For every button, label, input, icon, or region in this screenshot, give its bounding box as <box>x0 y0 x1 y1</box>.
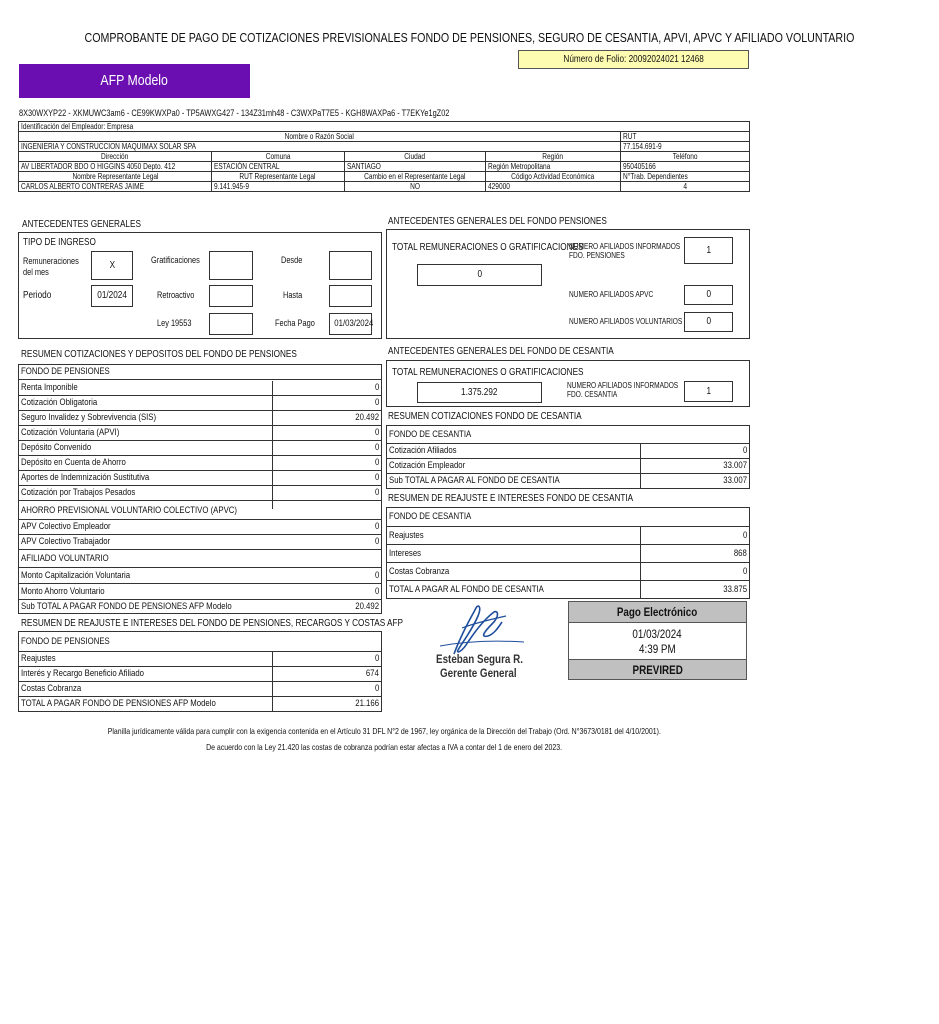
afiliados-cesantia-label: NUMERO AFILIADOS INFORMADOS FDO. CESANTIA <box>567 381 679 399</box>
employer-header-direccion: Dirección <box>19 152 212 162</box>
pago-date: 01/03/2024 <box>632 627 683 641</box>
row-label: Renta Imponible <box>21 382 78 393</box>
resumen-pensiones-title: RESUMEN COTIZACIONES Y DEPOSITOS DEL FONDO DE PENSIONES <box>21 349 297 360</box>
retroactivo-label: Retroactivo <box>157 290 195 300</box>
table-row <box>19 411 381 426</box>
row-value: 0 <box>374 586 379 597</box>
employer-actividad: 429000 <box>485 182 621 192</box>
table-row <box>387 459 749 474</box>
table-row <box>19 426 381 441</box>
row-value: 0 <box>374 570 379 581</box>
pago-electronico-box <box>568 601 747 680</box>
footer-line-1: Planilla jurídicamente válida para cumplir con la exigencia contenida en el Artículo 31 DFL N°2 de 1967, ley orgánica de la Dirección del Trabajo (Ord. N°3673/0181 del 4/10/2001). <box>107 726 661 736</box>
remuneraciones-label: Remuneraciones del mes <box>23 256 79 277</box>
table-row <box>387 444 749 459</box>
reajuste-cesantia-title: RESUMEN DE REAJUSTE E INTERESES FONDO DE CESANTIA <box>388 493 634 504</box>
row-label: Cotización Obligatoria <box>21 397 98 408</box>
pago-time: 4:39 PM <box>639 642 676 656</box>
row-value: 33.007 <box>723 475 747 486</box>
row-value: 0 <box>742 566 747 577</box>
table-row <box>19 682 381 697</box>
row-value: 0 <box>374 683 379 694</box>
apvc-subtitle: AHORRO PREVISIONAL VOLUNTARIO COLECTIVO (APVC) <box>19 502 381 520</box>
antecedentes-pensiones-title: ANTECEDENTES GENERALES DEL FONDO PENSIONES <box>388 216 607 227</box>
employer-section-label: Identificación del Empleador: Empresa <box>19 122 750 132</box>
row-label: Depósito Convenido <box>21 442 92 453</box>
employer-comuna: ESTACIÓN CENTRAL <box>212 162 345 172</box>
row-value: 0 <box>742 530 747 541</box>
employer-header-representante: Nombre Representante Legal <box>19 172 212 182</box>
employer-cambio: NO <box>344 182 485 192</box>
afiliados-apvc-value: 0 <box>684 285 733 305</box>
remuneraciones-checkbox[interactable]: X <box>91 251 133 280</box>
employer-header-trabajadores: N°Trab. Dependientes <box>621 172 750 182</box>
total-remuneraciones-cesantia-label: TOTAL REMUNERACIONES O GRATIFICACIONES <box>392 367 584 378</box>
employer-header-ciudad: Ciudad <box>344 152 485 162</box>
ley-checkbox[interactable] <box>209 313 253 335</box>
row-value: 0 <box>374 397 379 408</box>
row-value: 674 <box>365 668 379 679</box>
row-value: 0 <box>374 457 379 468</box>
resumen-cesantia-title: RESUMEN COTIZACIONES FONDO DE CESANTIA <box>388 411 582 422</box>
row-label: Aportes de Indemnización Sustitutiva <box>21 472 150 483</box>
antecedentes-cesantia-title: ANTECEDENTES GENERALES DEL FONDO DE CESANTIA <box>388 346 614 357</box>
table-row <box>387 545 749 563</box>
employer-representante: CARLOS ALBERTO CONTRERAS JAIME <box>19 182 212 192</box>
row-label: Cotización Voluntaria (APVI) <box>21 427 120 438</box>
total-pensiones-row: TOTAL A PAGAR FONDO DE PENSIONES AFP Modelo 21.166 <box>21 698 379 709</box>
reajuste-pensiones-box <box>18 631 382 712</box>
fondo-cesantia-subtitle: FONDO DE CESANTIA <box>387 426 749 444</box>
row-label: Reajustes <box>389 530 424 541</box>
row-label: Reajustes <box>21 653 56 664</box>
row-label: Cotización Afiliados <box>389 445 457 456</box>
afiliados-cesantia-value: 1 <box>684 381 733 402</box>
afp-logo: AFP Modelo <box>19 64 250 98</box>
total-remuneraciones-pensiones-value: 0 <box>417 264 542 286</box>
afiliados-voluntarios-value: 0 <box>684 312 733 332</box>
table-row <box>19 584 381 600</box>
employer-region: Región Metropolitana <box>485 162 621 172</box>
total-remuneraciones-pensiones-label: TOTAL REMUNERACIONES O GRATIFICACIONES <box>392 242 584 253</box>
row-label: Depósito en Cuenta de Ahorro <box>21 457 126 468</box>
afiliados-pensiones-value: 1 <box>684 237 733 264</box>
afiliados-pensiones-label: NUMERO AFILIADOS INFORMADOS FDO. PENSIONES <box>569 242 681 260</box>
antecedentes-pensiones-box <box>386 229 750 339</box>
row-label: APV Colectivo Trabajador <box>21 536 111 547</box>
desde-label: Desde <box>281 255 303 265</box>
table-row <box>387 563 749 581</box>
row-value: 0 <box>374 382 379 393</box>
employer-ciudad: SANTIAGO <box>344 162 485 172</box>
periodo-label: Periodo <box>23 290 52 301</box>
afiliados-apvc-label: NUMERO AFILIADOS APVC <box>569 290 654 299</box>
row-label: Sub TOTAL A PAGAR AL FONDO DE CESANTIA <box>389 475 560 486</box>
row-value: 0 <box>374 427 379 438</box>
employer-header-cambio: Cambio en el Representante Legal <box>344 172 485 182</box>
row-label: APV Colectivo Empleador <box>21 521 111 532</box>
row-value: 20.492 <box>355 412 379 423</box>
employer-header-region: Región <box>485 152 621 162</box>
table-row <box>19 535 381 550</box>
row-value: 0 <box>374 442 379 453</box>
table-row <box>19 520 381 535</box>
desde-field[interactable] <box>329 251 372 280</box>
verification-codes: 8X30WXYP22 - XKMUWC3am6 - CE99KWXPa0 - TP5AWXG427 - 134Z31mh48 - C3WXPaT7E5 - KGH8WAXPa6 - T7EKYe1gZ02 <box>19 108 450 118</box>
table-row <box>19 568 381 584</box>
table-row <box>19 381 381 396</box>
table-row <box>19 441 381 456</box>
gratificaciones-checkbox[interactable] <box>209 251 253 280</box>
retroactivo-checkbox[interactable] <box>209 285 253 307</box>
fondo-pensiones-subtitle: FONDO DE PENSIONES <box>19 365 381 380</box>
row-value: 0 <box>742 445 747 456</box>
footer-line-2: De acuerdo con la Ley 21.420 las costas de cobranza podrían estar afectas a IVA a contar del 1 de enero del 2023. <box>206 742 562 752</box>
table-row <box>19 652 381 667</box>
pago-electronico-header: Pago Electrónico <box>569 602 746 623</box>
afiliados-voluntarios-label: NUMERO AFILIADOS VOLUNTARIOS <box>569 317 683 326</box>
reajuste-pensiones-title: RESUMEN DE REAJUSTE E INTERESES DEL FONDO DE PENSIONES, RECARGOS Y COSTAS AFP <box>21 618 403 629</box>
row-value: 33.007 <box>723 460 747 471</box>
gratificaciones-label: Gratificaciones <box>151 255 200 265</box>
table-row <box>19 396 381 411</box>
employer-rut-rep: 9.141.945-9 <box>212 182 345 192</box>
tipo-ingreso-label: TIPO DE INGRESO <box>23 237 96 248</box>
row-label: Monto Capitalización Voluntaria <box>21 570 131 581</box>
row-value: 0 <box>374 472 379 483</box>
employer-header-rut-rep: RUT Representante Legal <box>212 172 345 182</box>
row-label: Costas Cobranza <box>21 683 82 694</box>
reajuste-cesantia-subtitle: FONDO DE CESANTIA <box>387 508 749 527</box>
row-label: Monto Ahorro Voluntario <box>21 586 105 597</box>
resumen-pensiones-box <box>18 364 382 614</box>
employer-table <box>18 121 750 192</box>
row-label: Costas Cobranza <box>389 566 450 577</box>
voluntario-subtitle: AFILIADO VOLUNTARIO <box>19 551 381 568</box>
row-value: 0 <box>374 536 379 547</box>
row-value: 0 <box>374 487 379 498</box>
previred-label: PREVIRED <box>569 659 746 679</box>
table-row <box>19 456 381 471</box>
folio-number: Número de Folio: 20092024021 12468 <box>518 50 749 69</box>
antecedentes-generales-title: ANTECEDENTES GENERALES <box>22 219 141 230</box>
signature-name: Esteban Segura R. <box>436 652 523 666</box>
ley-label: Ley 19553 <box>157 318 192 328</box>
table-row <box>19 471 381 486</box>
row-value: 0 <box>374 521 379 532</box>
table-row <box>19 667 381 682</box>
employer-trabajadores: 4 <box>621 182 750 192</box>
document-title: COMPROBANTE DE PAGO DE COTIZACIONES PREVISIONALES FONDO DE PENSIONES, SEGURO DE CESANTIA, APVI, APVC Y AFILIADO VOLUNTARIO <box>84 30 855 45</box>
row-label: Cotización Empleador <box>389 460 466 471</box>
row-label: Interés y Recargo Beneficio Afiliado <box>21 668 144 679</box>
employer-rut: 77.154.691-9 <box>621 142 750 152</box>
employer-header-razon: Nombre o Razón Social <box>19 132 621 142</box>
antecedentes-generales-box <box>18 232 382 339</box>
table-row <box>387 474 749 489</box>
resumen-cesantia-box <box>386 425 750 489</box>
employer-header-actividad: Código Actividad Económica <box>485 172 621 182</box>
fecha-pago-field[interactable]: 01/03/2024 <box>329 313 372 335</box>
employer-header-telefono: Teléfono <box>621 152 750 162</box>
table-row <box>19 486 381 501</box>
employer-header-rut: RUT <box>621 132 750 142</box>
row-value: 0 <box>374 653 379 664</box>
row-value: 868 <box>733 548 747 559</box>
reajuste-pensiones-subtitle: FONDO DE PENSIONES <box>19 632 381 652</box>
reajuste-cesantia-box <box>386 507 750 599</box>
row-label: Seguro Invalidez y Sobrevivencia (SIS) <box>21 412 157 423</box>
signature-role: Gerente General <box>440 666 517 680</box>
hasta-field[interactable] <box>329 285 372 307</box>
table-row <box>387 581 749 599</box>
employer-telefono: 950405166 <box>621 162 750 172</box>
subtotal-pensiones-row: Sub TOTAL A PAGAR FONDO DE PENSIONES AFP Modelo 20.492 <box>21 601 379 612</box>
row-label: Intereses <box>389 548 422 559</box>
employer-direccion: AV LIBERTADOR BDO O HIGGINS 4050 Depto. 412 <box>19 162 212 172</box>
row-value: 33.875 <box>723 584 747 595</box>
row-label: TOTAL A PAGAR AL FONDO DE CESANTIA <box>389 584 544 595</box>
antecedentes-cesantia-box <box>386 360 750 407</box>
row-label: Cotización por Trabajos Pesados <box>21 487 136 498</box>
total-remuneraciones-cesantia-value: 1.375.292 <box>417 382 542 403</box>
fecha-pago-label: Fecha Pago <box>275 318 315 328</box>
employer-razon-social: INGENIERIA Y CONSTRUCCION MAQUIMAX SOLAR SPA <box>19 142 621 152</box>
periodo-field[interactable]: 01/2024 <box>91 285 133 307</box>
table-row <box>387 527 749 545</box>
employer-header-comuna: Comuna <box>212 152 345 162</box>
hasta-label: Hasta <box>283 290 303 300</box>
